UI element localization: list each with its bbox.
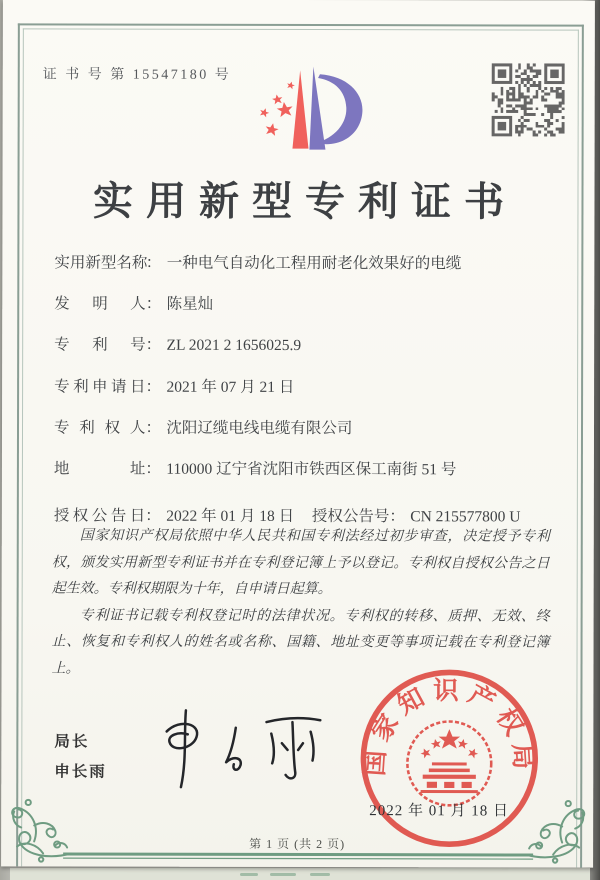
field-value: CN 215577800 U	[410, 508, 521, 526]
field-label: 发明人	[54, 295, 146, 313]
field-label: 授权公告日	[53, 507, 146, 525]
field-colon: ：	[145, 419, 161, 437]
logo-stars	[259, 81, 296, 137]
field-colon: ：	[145, 295, 162, 313]
field-label: 专利申请日	[54, 378, 146, 396]
field-colon: ：	[145, 507, 161, 525]
bottom-ornament	[7, 797, 589, 870]
field-inventor	[54, 293, 558, 317]
director-signature	[149, 700, 341, 798]
logo-p-bowl	[318, 74, 363, 144]
grant-number	[312, 504, 521, 526]
legal-paragraph-2: 专利证书记载专利权登记时的法律状况。专利权的转移、质押、无效、终止、恢复和专利权人的姓名或名称、国籍、地址变更等事项记载在专利登记簿上。	[51, 608, 550, 677]
signer-name: 申长雨	[54, 763, 107, 781]
logo-red-spike	[292, 70, 308, 148]
certificate-number: 证 书 号 第 15547180 号	[42, 67, 232, 83]
seal-date: 2022 年 01 月 18 日	[369, 803, 509, 820]
field-value: 沈阳辽缆电线电缆有限公司	[166, 419, 353, 437]
next-page-print-mark	[240, 873, 258, 876]
field-value: 陈星灿	[166, 295, 214, 314]
field-colon: ：	[389, 508, 405, 526]
field-patentee	[54, 416, 558, 440]
field-label: 地址	[53, 460, 146, 478]
legal-text	[51, 523, 549, 683]
field-colon: ：	[145, 378, 162, 396]
field-value: 2022 年 01 月 18 日	[166, 507, 295, 525]
legal-paragraph-1: 国家知识产权局依照中华人民共和国专利法经过初步审查，决定授予专利权，颁发实用新型专利证书并在专利登记簿上予以登记。专利权自授权公告之日起生效。专利权期限为十年，自申请日起算。	[51, 528, 550, 598]
seal-emblem-icon	[419, 729, 480, 793]
field-address	[54, 457, 558, 481]
field-filing-date	[54, 375, 558, 399]
qr-code	[492, 63, 565, 136]
cnipa-logo-icon	[241, 56, 373, 164]
field-value: ZL 2021 2 1656025.9	[166, 337, 302, 355]
next-page-print-mark	[270, 873, 296, 876]
seal-text-arc: 国家知识产权局	[359, 676, 539, 778]
field-list	[54, 251, 559, 526]
field-patent-number	[54, 334, 558, 358]
field-label: 实用新型名称	[54, 254, 148, 272]
floral-corner-icon	[12, 800, 71, 862]
field-label: 专利权人	[53, 419, 146, 437]
field-colon: ：	[145, 460, 161, 478]
certificate-paper	[1, 0, 595, 868]
next-page-print-mark	[310, 873, 330, 876]
field-value: 110000 辽宁省沈阳市铁西区保工南街 51 号	[166, 460, 457, 479]
signer-block	[54, 727, 107, 787]
field-value: 一种电气自动化工程用耐老化效果好的电缆	[166, 254, 462, 273]
field-colon: ：	[145, 337, 162, 355]
field-value: 2021 年 07 月 21 日	[166, 378, 295, 396]
field-label: 授权公告号	[311, 507, 390, 526]
field-label: 专利号	[54, 336, 146, 355]
field-colon: ：	[145, 254, 162, 272]
field-utility-model-name	[54, 251, 558, 275]
page-footer: 第 1 页 (共 2 页)	[249, 836, 346, 852]
signer-title: 局长	[54, 733, 90, 751]
certificate-title: 实用新型专利证书	[92, 178, 518, 225]
